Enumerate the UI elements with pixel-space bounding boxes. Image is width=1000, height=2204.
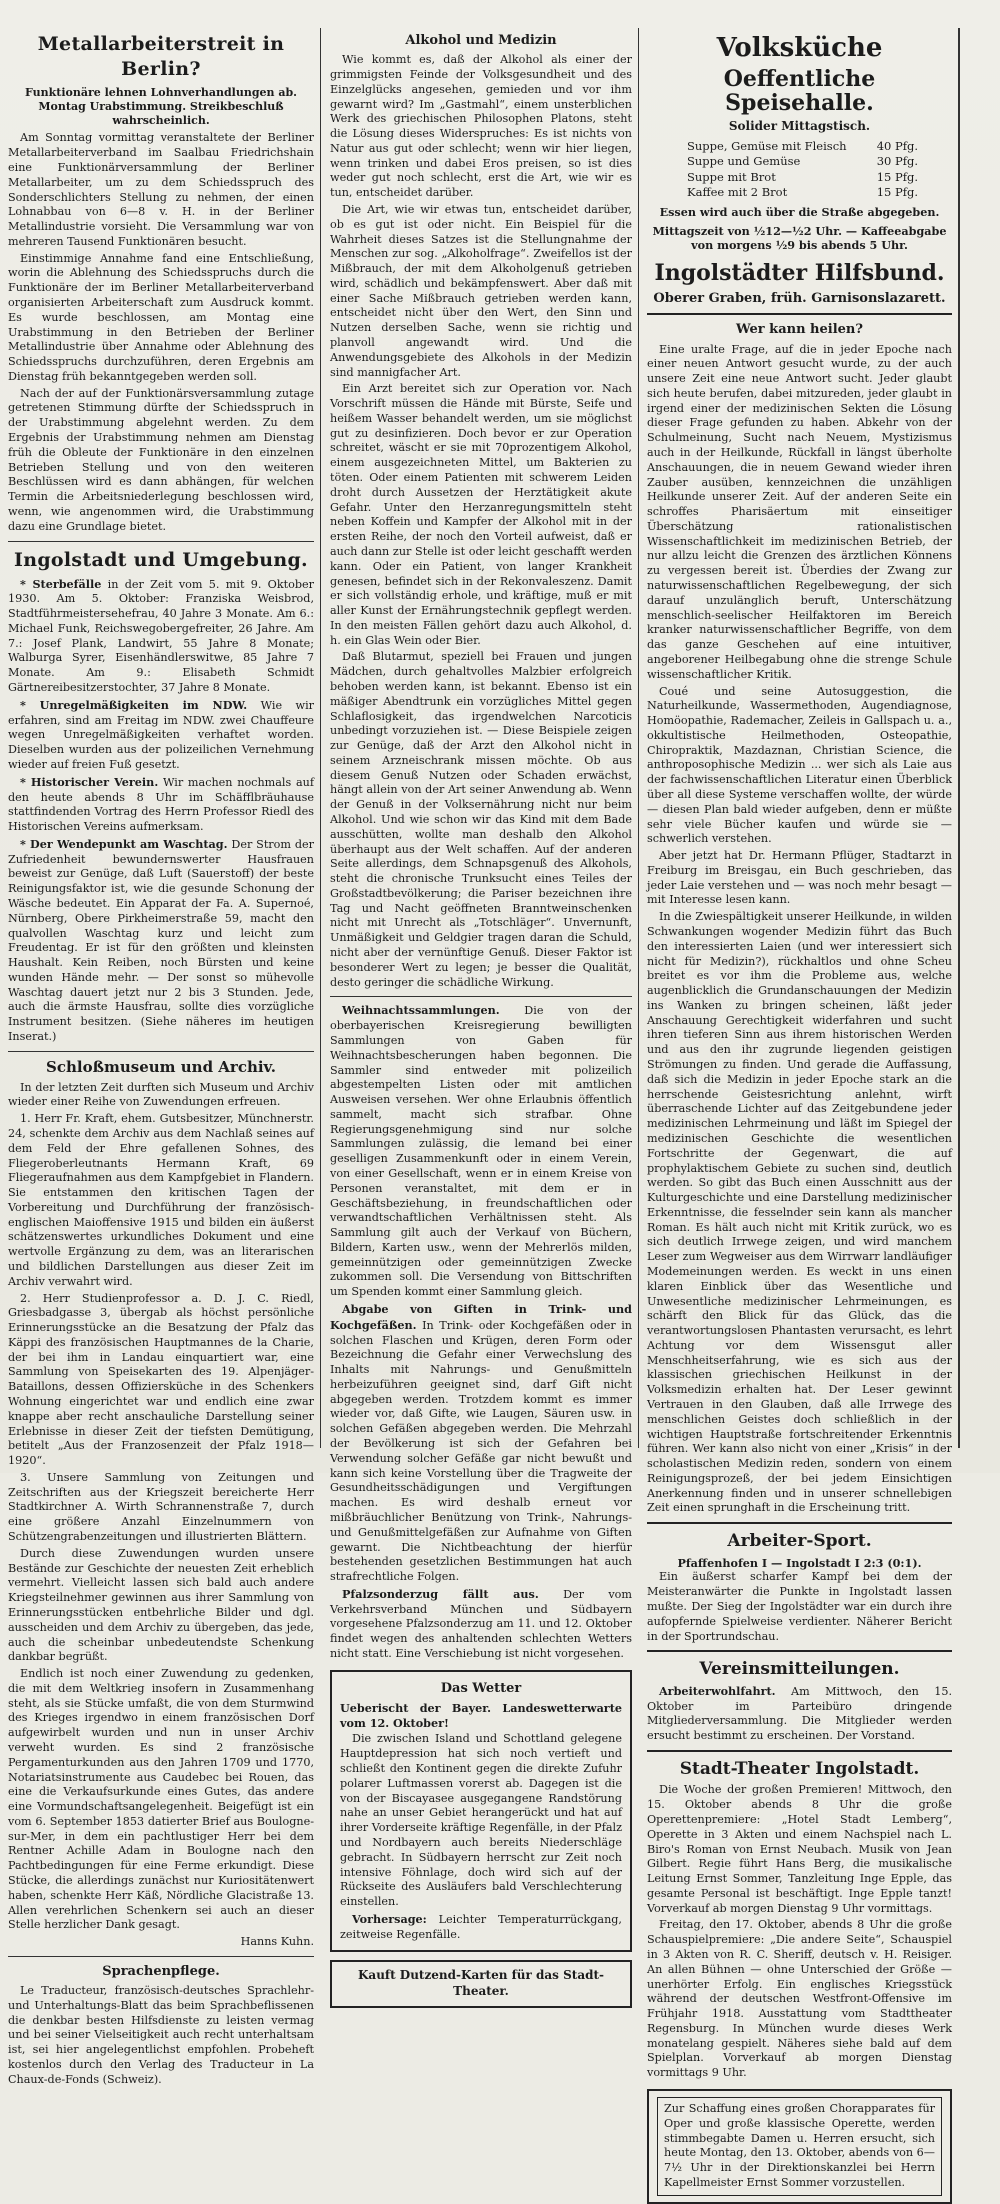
language-paragraph: Le Traducteur, französisch-deutsches Sprachlehr- und Unterhaltungs-Blatt das beim Sprachbeflissenen die denkbar besten Hilfsdienste zu leisten vermag und bei seiner Vielseitigkeit auch recht unterhaltsam ist, sei hier angelegentlichst empfohlen. Probeheft kostenlos durch den Verlag des Traducteur in La Chaux-de-Fonds (Schweiz). [8, 1984, 314, 2086]
menu-list [647, 139, 952, 201]
lunch-label: Solider Mittagstisch. [728, 118, 871, 133]
forecast-label: Vorhersage: [352, 1911, 427, 1926]
weather-intro: Ueberischt der Bayer. Landeswetterwarte vom 12. Oktober! [340, 1700, 622, 1730]
item-text: Am Mittwoch, den 15. Oktober im Parteibüro dringende Mitgliederversammlung. Die Mitglieder werden ersucht bestimmt zu erscheinen. Der Vorstand. [647, 1684, 953, 1743]
clubs-notice [647, 1684, 952, 1744]
item-label: * Historischer Verein. [20, 774, 159, 789]
item-text: Wir machen nochmals auf den heute abends 8 Uhr im Schäfflbräuhause stattfindenden Vortrag des Herrn Professor Riedl des Historischen Vereins aufmerksam. [8, 775, 315, 834]
menu-item: Suppe und Gemüse [687, 154, 801, 169]
menu-row [647, 170, 952, 186]
menu-price: 15 Pfg. [876, 185, 918, 200]
section-divider [8, 541, 314, 542]
menu-item: Suppe mit Brot [687, 169, 776, 184]
clubs-headline: Vereinsmitteilungen. [699, 1659, 900, 1680]
item-label: * Sterbefälle [20, 576, 102, 591]
train-notice [330, 1587, 632, 1662]
opening-hours: Mittagszeit von ½12—½2 Uhr. — Kaffeeabgabe von morgens ½9 bis abends 5 Uhr. [652, 223, 947, 253]
theater-paragraph: Die Woche der großen Premieren! Mittwoch, den 15. Oktober abends 8 Uhr die große Operettenpremiere: „Hotel Stadt Lemberg“, Operette in 3 Akten und einem Nachspiel nach L. Biro's Roman von Ernst Neubach. Musik von Jean Gilbert. Regie führt Hans Berg, die musikalische Leitung Ernst Sommer, Tanzleitung Inge Epple, das gesamte Personal ist beschäftigt. Inge Epple tanzt! Vorverkauf ab morgen Dienstag 9 Uhr vormittags. [647, 1783, 952, 1915]
relief-association: Ingolstädter Hilfsbund. [654, 260, 945, 287]
soup-kitchen-title: Volksküche [716, 33, 883, 63]
healing-paragraph: Coué und seine Autosuggestion, die Naturheilkunde, Wassermethoden, Augendiagnose, Homöopathie, Rademacher, Zeileis in Gallspach u. a., okkultistische Heilmethoden, Osteopathie, Chiropraktik, Mazdaznan, Christian Science, die anthroposophische Medizin ... wer sich als Laie aus der fachwissenschaftlichen Literatur einen Überblick über all diese Systeme verschaffen wollte, der würde — diesen Plan bald wieder aufgeben, denn er müßte sehr viele Bücher kaufen und würde sie — schwerlich verstehen. [647, 684, 952, 846]
choir-ad-box [647, 2089, 952, 2204]
column-rule [638, 28, 639, 1448]
alcohol-paragraph: Wie kommt es, daß der Alkohol als einer der grimmigsten Feinde der Volksgesundheit und des Einzelglücks angesehen, gemieden und vor ihm gewarnt wird? Im „Gastmahl“, einem unsterblichen Werk des griechischen Philosophen Platons, steht die Lösung dieses Widerspruches: Es ist nichts von Natur aus gut oder schlecht; wenn wir hier liegen, wenn trinken und dabei Eros preisen, so ist dies weder gut noch schlecht, erst die Art, wie wir es tun, entscheidet darüber. [330, 53, 632, 200]
healing-headline: Wer kann heilen? [736, 322, 863, 338]
weather-headline: Das Wetter [440, 1680, 522, 1696]
item-text: Der Strom der Zufriedenheit bewundernswerter Hausfrauen beweist zur Genüge, daß Luft (Sauerstoff) der beste Reinigungsfaktor ist, wie die gesunde Schonung der Wäsche bedeutet. Ein Apparat der Fa. A. Supernoé, Nürnberg, Obere Pirkheimerstraße 59, macht den qualvollen Waschtag kurz und leicht zum Freudentag. Er ist für den größten und kleinsten Haushalt. Kein Reiben, noch Bürsten und keine wunden Hände mehr. — Der sonst so mühevolle Waschtag dauert jetzt nur 2 bis 3 Stunden. Jede, auch die ärmste Hausfrau, sollte dies vorzügliche Instrument besitzen. (Siehe näheres im heutigen Inserat.) [8, 837, 314, 1044]
section-divider [8, 1956, 314, 1957]
section-divider [8, 1051, 314, 1052]
column-rule [320, 28, 321, 1448]
item-label: Arbeiterwohlfahrt. [659, 1683, 776, 1698]
choir-ad: Zur Schaffung eines großen Chorapparates für Oper und große klassische Operette, werden stimmbegabte Damen u. Herren ersucht, sich heute Montag, den 13. Oktober, abends von 6—7½ Uhr in der Direktionskanzlei bei Herrn Kapellmeister Ernst Sommer vorzustellen. [657, 2097, 942, 2196]
weather-box [330, 1670, 632, 1953]
museum-paragraph: 3. Unsere Sammlung von Zeitungen und Zeitschriften aus der Kriegszeit bereicherte Herr Stadtkirchner A. Wirth Schrannenstraße 7, durch eine größere Anzahl Einzelnummern von Schützengrabenzeitungen und illustrierten Blättern. [8, 1470, 314, 1544]
item-text: Wie wir erfahren, sind am Freitag im NDW. zwei Chauffeure wegen Unregelmäßigkeiten verhaftet worden. Dieselben wurden aus der polizeilichen Vernehmung wieder auf freien Fuß gesetzt. [8, 698, 314, 771]
soup-kitchen-subtitle: Oeffentliche Speisehalle. [723, 65, 876, 116]
healing-paragraph: Eine uralte Frage, auf die in jeder Epoche nach einer neuen Antwort gesucht wurde, zu der auch unsere Zeit eine neue Antwort sucht. Jeder glaubt sich heute berufen, dabei mitzureden, jeder glaubt in irgend einer der medizinischen Sekten die Lösung dieser Frage gefunden zu haben. Abkehr von der Schulmeinung, Sucht nach Neuem, Mystizismus auch in der Heilkunde, Rückfall in längst überholte Anschauungen, die in neuem Gewand wieder ihren Zauber ausüben, kennzeichnen die unzähligen Heilkunde unserer Zeit. Auf der anderen Seite ein schroffes Pharisäertum mit einseitiger Überschätzung rationalistischen Wissenschaftlichkeit im medizinischen Betrieb, der nur allzu leicht die Grenzen des ärztlichen Könnens zu vergessen bereit ist. Überdies der Zwang zur naturwissenschaftlichen Regelbewegung, der sich darauf unzulänglich beruft, Unterschätzung menschlich-seelischer Heilfaktoren im Bereich kranker naturwissenschaftlicher Begriffe, von dem das ganze Geschehen auf eine intuitiver, angeborener Heilbegabung ohne die strenge Schule wissenschaftlicher Kritik. [647, 342, 952, 681]
column-middle [330, 30, 633, 1999]
poison-notice [330, 1302, 632, 1585]
item-text: Die von der oberbayerischen Kreisregierung bewilligten Sammlungen von Gaben für Weihnachtsbescherungen haben begonnen. Die Sammler sind entweder mit polizeilich abgestempelten Listen oder mit amtlichen Ausweisen versehen. Wer ohne Erlaubnis öffentlich sammelt, macht sich strafbar. Ohne Regierungsgenehmigung sind nur solche Sammlungen zulässig, die lemand bei einer geselligen Zusammenkunft oder in einem Verein, von einer Gesellschaft, wenn er in einem Kreise von Personen veranstaltet, mit dem er in Geschäftsbeziehung, in freundschaftlichen oder verwandtschaftlichen Verhältnissen steht. Als Sammlung gilt auch der Verkauf von Büchern, Bildern, Karten usw., wenn der Mehrerlös milden, gemeinnützigen oder gemeinnützigen Zwecke zukommen soll. Die Versendung von Bittschriften um Spenden kommt einer Sammlung gleich. [330, 1004, 632, 1299]
sport-headline: Arbeiter-Sport. [727, 1531, 872, 1552]
museum-paragraph: Durch diese Zuwendungen wurden unsere Bestände zur Geschichte der neuesten Zeit erheblich vermehrt. Vielleicht lassen sich bald auch andere Kriegsteilnehmer gewinnen aus ihrer Sammlung von Erinnerungsstücken entbehrliche Bilder und dgl. ausscheiden und dem Archiv zu übergeben, das jede, auch die scheinbar unbedeutendste Schenkung dankbar begrüßt. [8, 1546, 314, 1664]
item-label: Weihnachtssammlungen. [342, 1003, 500, 1018]
menu-item: Kaffee mit 2 Brot [687, 185, 788, 200]
metal-strike-subheadline: Funktionäre lehnen Lohnverhandlungen ab. Montag Urabstimmung. Streikbeschluß wahrscheinlich. [25, 86, 297, 127]
local-news-item [8, 775, 314, 835]
section-divider [647, 313, 952, 315]
menu-price: 15 Pfg. [876, 169, 918, 184]
museum-author: Hanns Kuhn. [240, 1935, 314, 1949]
alcohol-paragraph: Ein Arzt bereitet sich zur Operation vor. Nach Vorschrift müssen die Hände mit Bürste, Seife und heißem Wasser behandelt werden, um sie möglichst gut zu desinfizieren. Doch bevor er zur Operation schreitet, wäscht er sie mit 70prozentigem Alkohol, einem ausgezeichneten Mittel, um Bakterien zu töten. Oder einem Patienten mit schwerem Leiden droht durch Aussetzen der Herztätigkeit akute Gefahr. Unter den Herzanregungsmitteln steht neben Koffein und Kampfer der Alkohol mit in der ersten Reihe, der noch den Vorteil aufweist, daß er auch dann zur Stelle ist oder leicht geschafft werden kann. Oder ein Patient, von langer Krankheit genesen, befindet sich in der Rekonvaleszenz. Damit er sich vollständig erhole, und kräftige, muß er mit aller Kunst der Ernährungstechnik gepflegt werden. In den meisten Fällen gehört dazu auch Alkohol, d. h. ein Glas Wein oder Bier. [330, 382, 632, 647]
museum-paragraph: 2. Herr Studienprofessor a. D. J. C. Riedl, Griesbadgasse 3, übergab als höchst persönliche Erinnerungsstücke an die Besatzung der Pfalz das Käppi des französischen Hauptmannes de la Charie, der bei ihm in Landau einquartiert war, eine Sammlung von Speisekarten des 19. Alpenjäger-Bataillons, dessen Offiziersküche in des Schenkers Wohnung eingerichtet war und endlich eine zwar knappe aber recht anschauliche Darstellung seiner Erlebnisse in dieser Zeit der tiefsten Demütigung, betitelt „Aus der Franzosenzeit der Pfalz 1918—1920“. [8, 1291, 314, 1468]
local-news-item [8, 698, 314, 773]
section-divider [330, 996, 632, 997]
metal-strike-paragraph: Am Sonntag vormittag veranstaltete der Berliner Metallarbeiterverband im Saalbau Friedrichshain eine Funktionärversammlung der Berliner Metallarbeiter, um zu dem Schiedsspruch des Sonderschlichters Stellung zu nehmen, der einen Lohnabbau von 6—8 v. H. in der Berliner Metallindustrie vorsieht. Die Versammlung war von mehreren Tausend Funktionären besucht. [8, 131, 314, 248]
column-right [647, 30, 953, 2189]
local-news-item [8, 837, 314, 1045]
metal-strike-headline: Metallarbeiterstreit in Berlin? [37, 33, 285, 81]
section-divider [647, 1750, 952, 1752]
christmas-collection-notice [330, 1003, 632, 1300]
language-headline: Sprachenpflege. [102, 1963, 220, 1979]
museum-paragraph: In der letzten Zeit durften sich Museum und Archiv wieder einer Reihe von Zuwendungen erfreuen. [8, 1080, 314, 1109]
page-edge-rule [958, 28, 960, 1448]
dozen-tickets-ad: Kauft Dutzend-Karten für das Stadt-Theater. [330, 1960, 632, 2008]
menu-row [647, 154, 952, 170]
item-text: in der Zeit vom 5. mit 9. Oktober 1930. Am 5. Oktober: Franziska Weisbrod, Stadtführmeistersehefrau, 40 Jahre 3 Monate. Am 6.: Michael Funk, Reichswegobergefreiter, 26 Jahre. Am 7.: Josef Plank, Landwirt, 55 Jahre 8 Monate; Walburga Syrer, Eisenhändlerswitwe, 85 Jahre 7 Monate. Am 9.: Elisabeth Schmidt Gärtnereibesitzerstochter, 37 Jahre 8 Monate. [8, 577, 314, 695]
museum-paragraph: Endlich ist noch einer Zuwendung zu gedenken, die mit dem Weltkrieg insofern in Zusammenhang steht, als sie Stücke umfaßt, die von dem Sturmwind des Krieges irgendwo in einem französischen Dorf aufgewirbelt wurden und nun in unser Archiv verweht wurden. Es sind 2 französische Pergamenturkunden aus den Jahren 1709 und 1770, Notariatsinstrumente aus Caudebec bei Rouen, das eine die Verkaufsurkunde eines Gutes, das andere eine Vormundschaftsangelegenheit. Beigefügt ist ein vom 6. September 1853 datierter Brief aus Boulogne-sur-Mer, in dem ein pachtlustiger Herr bei dem Rentner Achille Adam in Boulogne nach den Pachtbedingungen für eine Ferme erkundigt. Diese Stücke, die allerdings zunächst nur Kuriositätenwert haben, schenkte Herr Käß, Nördliche Glacistraße 13. Allen verehrlichen Schenkern sei auch an dieser Stelle herzlicher Dank gesagt. [8, 1667, 314, 1932]
menu-price: 30 Pfg. [876, 154, 918, 169]
sport-result: Pfaffenhofen I — Ingolstadt I 2:3 (0:1). [677, 1555, 922, 1570]
theater-paragraph: Freitag, den 17. Oktober, abends 8 Uhr die große Schauspielpremiere: „Die andere Seite“, Schauspiel in 3 Akten von R. C. Sheriff, deutsch v. H. Reisiger. An allen Bühnen — ohne Unterschied der Größe — unerhörter Erfolg. Ein englisches Kriegsstück während der deutschen Westfront-Offensive im Frühjahr 1918. Ausstattung vom Stadttheater Regensburg. In München wurde dieses Werk monatelang gespielt. Näheres siehe bald auf dem Spielplan. Vorverkauf ab morgen Dienstag vormittags 9 Uhr. [647, 1918, 952, 2080]
healing-paragraph: In die Zwiespältigkeit unserer Heilkunde, in wilden Schwankungen wogender Medizin führt das Buch den interessierten Laien (und wer interessiert sich nicht für Medizin?), rückhaltlos und ohne Scheu breitet es vor ihm die Probleme aus, welche augenblicklich die Grundanschauungen der Medizin ins Wanken zu bringen scheinen, läßt jeder Anschauung Gerechtigkeit widerfahren und sucht ihren tieferen Sinn aus ihrem historischen Werden und aus den ihr zugrunde liegenden geistigen Strömungen zu finden. Und gerade die Auffassung, daß sich die Medizin in jeder Epoche stark an die herrschende Geistesrichtung anlehnt, wirft überraschende Lichter auf das Zeitgebundene jeder medizinischen Lehrmeinung und läßt im Spiegel der medizinischen Geschichte die wesentlichen Fortschritte der Gegenwart, die auf prophylaktischem Gebiete zu suchen sind, deutlich werden. So gibt das Buch einen Ausschnitt aus der Kulturgeschichte und eine Darstellung medizinischer Erkenntnisse, die fesselnder sein kann als mancher Roman. Es hält auch nicht mit Kritik zurück, wo es sich deutlich Irrwege zeigen, und wird manchem Leser zum Wegweiser aus dem Wirrwarr landläufiger Modemeinungen werden. Es weckt in uns einen klaren Einblick über das Wesentliche und Unwesentliche medizinischer Lehrmeinungen, es schärft den Blick für das Glück, das die verantwortungslosen Phantasten verursacht, es lehrt Achtung vor dem Wissensgut aller Menschheitserfahrung, wie es sich aus der klassischen griechischen Heilkunst in der Volksmedizin erhalten hat. Der Leser gewinnt Vertrauen in den Glauben, daß alle Irrwege des menschlichen Geistes doch schließlich in der wichtigen Hauptstraße fortschreitender Erkenntnis führen. Wer kann also nicht von einer „Krisis“ in der scholastischen Medizin reden, sondern von einem Reinigungsprozeß, der bei jedem Einsichtigen Anerkennung finden und in unserer schnellebigen Zeit einen sprunghaft in die Erscheinung tritt. [647, 910, 952, 1515]
item-label: Pfalzsonderzug fällt aus. [342, 1586, 539, 1601]
local-news-item [8, 577, 314, 696]
alcohol-headline: Alkohol und Medizin [405, 33, 557, 48]
takeaway-note: Essen wird auch über die Straße abgegeben. [659, 204, 940, 219]
museum-paragraph: 1. Herr Fr. Kraft, ehem. Gutsbesitzer, Münchnerstr. 24, schenkte dem Archiv aus dem Nachlaß seines auf dem Feld der Ehre gefallenen Sohnes, des Fliegeroberleutnants Hermann Kraft, 69 Fliegeraufnahmen aus dem Kampfgebiet in Flandern. Sie entstammen den kritischen Tagen der Vorbereitung und Durchführung der französisch-englischen Maioffensive 1915 und bilden ein äußerst schätzenswertes urkundliches Dokument und eine wertvolle Ergänzung zu dem, was an literarischen und bildlichen Darstellungen aus dieser Zeit im Archiv verwahrt wird. [8, 1112, 314, 1288]
weather-forecast [340, 1912, 622, 1943]
item-label: Abgabe von Giften in Trink- und Kochgefäßen. [330, 1302, 632, 1332]
weather-text: Die zwischen Island und Schottland gelegene Hauptdepression hat sich noch vertieft und schließt den Kontinent gegen die direkte Zufuhr polarer Luftmassen vorerst ab. Dagegen ist die von der Biscayasee ausgegangene Randstörung nahe an unser Gebiet herangerückt und hat auf ihrer Vorderseite kräftige Regenfälle, in der Pfalz und Nordbayern auch bereits Niederschläge gebracht. In Südbayern herrscht zur Zeit noch intensive Föhnlage, doch wird sich auf der Rückseite des Ausläufers bald Verschlechterung einstellen. [340, 1732, 622, 1909]
association-address: Oberer Graben, früh. Garnisonslazarett. [653, 291, 946, 307]
museum-headline: Schloßmuseum und Archiv. [46, 1057, 276, 1076]
sport-text: Ein äußerst scharfer Kampf bei dem der Meisteranwärter die Punkte in Ingolstadt lassen mußte. Der Sieg der Ingolstädter war ein durch ihre aufopfernde Spielweise verdienter. Näherer Bericht in der Sportrundschau. [647, 1570, 952, 1643]
healing-paragraph: Aber jetzt hat Dr. Hermann Pflüger, Stadtarzt in Freiburg im Breisgau, ein Buch geschrieben, das jeder Laie verstehen und — was noch mehr besagt — mit Interesse lesen kann. [647, 849, 952, 907]
menu-price: 40 Pfg. [876, 138, 918, 153]
soup-kitchen-ad [647, 34, 952, 307]
forecast-text: Leichter Temperaturrückgang, zeitweise Regenfälle. [340, 1912, 622, 1941]
item-text: In Trink- oder Kochgefäßen oder in solchen Flaschen und Krügen, deren Form oder Bezeichnung die Gefahr einer Verwechslung des Inhalts mit Nahrungs- und Genußmitteln herbeizuführen geeignet sind, darf Gift nicht abgegeben werden. Trotzdem kommt es immer wieder vor, daß Gifte, wie Laugen, Säuren usw. in solchen Gefäßen abgegeben werden. Die Mehrzahl der Bevölkerung ist sich der Gefahren bei Verwendung solcher Gefäße gar nicht bewußt und kann sich keine Vorstellung über die Tragweite der Gesundheitsschädigungen und Vergiftungen machen. Es wird deshalb erneut vor mißbräuchlicher Benützung von Trink-, Nahrungs- und Genußmittelgefäßen zur Aufnahme von Giften gewarnt. Die Nichtbeachtung der hierfür bestehenden gesetzlichen Bestimmungen hat auch strafrechtliche Folgen. [330, 1318, 633, 1584]
alcohol-paragraph: Die Art, wie wir etwas tun, entscheidet darüber, ob es gut ist oder nicht. Ein Beispiel für die Wahrheit dieses Satzes ist die Stellungnahme der Menschen zur sog. „Alkoholfrage“. Zweifellos ist der Mißbrauch, der mit dem Alkoholgenuß getrieben wird, schädlich und bekämpfenswert. Aber daß mit einer Sache Mißbrauch getrieben werden kann, entscheidet nicht über den Wert, den Sinn und Nutzen derselben Sache, wenn sie richtig und planvoll angewandt wird. Und die Anwendungsgebiete des Alkohols in der Medizin sind mannigfacher Art. [330, 202, 632, 379]
theater-headline: Stadt-Theater Ingolstadt. [679, 1758, 920, 1779]
menu-row [647, 139, 952, 155]
item-label: * Unregelmäßigkeiten im NDW. [20, 697, 248, 712]
menu-item: Suppe, Gemüse mit Fleisch [687, 138, 847, 153]
metal-strike-paragraph: Nach der auf der Funktionärsversammlung zutage getretenen Stimmung dürfte der Schiedsspruch in der Urabstimmung abgelehnt werden. Zu dem Ergebnis der Urabstimmung nehmen am Dienstag früh die Obleute der Funktionäre in den einzelnen Betrieben Stellung und von den weiteren Beschlüssen wird es dann abhängen, für welchen Termin die Arbeitsniederlegung beschlossen wird, wenn, wie angenommen wird, die Urabstimmung dazu eine Grundlage bietet. [8, 386, 314, 533]
menu-row [647, 185, 952, 201]
alcohol-paragraph: Daß Blutarmut, speziell bei Frauen und jungen Mädchen, durch gehaltvolles Malzbier erfolgreich behoben werden kann, ist bekannt. Ebenso ist ein mäßiger Abendtrunk ein vorzügliches Mittel gegen Schlaflosigkeit, das irgendwelchen Narcoticis unbedingt vorzuziehen ist. — Diese Beispiele zeigen zur Genüge, daß der Arzt den Alkohol nicht in seinem Arzneischrank missen möchte. Ob aus diesem Genuß Nutzen oder Schaden erwächst, hängt allein von der Art seiner Anwendung ab. Wenn der Genuß in der Volksernährung nicht nur beim Alkohol. Und wie schon wir das Kind mit dem Bade ausschütten, wollte man deshalb den Alkohol überhaupt aus der Welt schaffen. Auf der anderen Seite allerdings, dem Schnapsgenuß des Alkohols, steht die chronische Trunksucht eines Teiles der Großstadtbevölkerung; die Pariser bezeichnen ihre Tag und Nacht geöffneten Branntweinschenken nicht mit Unrecht als „Totschläger“. Unvernunft, Unmäßigkeit und Geldgier tragen daran die Schuld, nicht aber der vernünftige Genuß. Dieser Faktor ist besonderer Wert zu legen; je besser die Qualität, desto geringer die schädliche Wirkung. [330, 650, 632, 989]
item-label: * Der Wendepunkt am Waschtag. [20, 836, 228, 851]
item-text: Der vom Verkehrsverband München und Südbayern vorgesehene Pfalzsonderzug am 11. und 12. Oktober findet wegen des anhaltenden schlechten Wetters nicht statt. Eine Verschiebung ist nicht vorgesehen. [330, 1587, 632, 1660]
section-divider [647, 1650, 952, 1652]
local-news-headline: Ingolstadt und Umgebung. [14, 548, 308, 571]
metal-strike-paragraph: Einstimmige Annahme fand eine Entschließung, worin die Ablehnung des Schiedsspruchs durch die Funktionäre der im Berliner Metallarbeiterverband organisierten Arbeiterschaft zum Ausdruck kommt. Es wurde beschlossen, am Montag eine Urabstimmung in den Betrieben der Berliner Metallindustrie über Annahme oder Ablehnung des Schiedsspruchs durchzuführen, deren Ergebnis am Dienstag früh bekanntgegeben werden soll. [8, 251, 314, 383]
section-divider [647, 1522, 952, 1524]
column-left [8, 30, 315, 2086]
